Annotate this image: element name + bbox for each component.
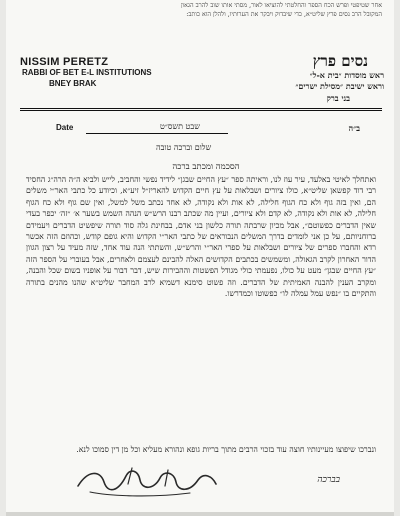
letterhead-title-hebrew: ראש מוסדות ״בית א-ל״ bbox=[309, 70, 384, 80]
introductory-note bbox=[2, 2, 382, 19]
date-line bbox=[86, 133, 228, 134]
hebrew-date: שבט תשס״ט bbox=[160, 122, 200, 131]
letterhead-city-english: BNEY BRAK bbox=[49, 79, 97, 88]
greeting: שלום וברכה טובה bbox=[156, 143, 212, 152]
letterhead-name-hebrew: נסים פרץ bbox=[312, 52, 368, 70]
letter-heading: הסכמה ומכתב ברכה bbox=[172, 162, 240, 172]
letterhead-name-english: NISSIM PERETZ bbox=[20, 56, 109, 68]
introductory-note-line-2: המקובל הרב נסים פרץ שליט״א, כדי שיבדוק ויבקר את הערותיו, ולהלן הוא כותב: bbox=[186, 10, 382, 18]
bs-header: ב״ה bbox=[348, 123, 360, 133]
scan-edge bbox=[6, 512, 394, 516]
signoff-label: בברכה bbox=[317, 475, 340, 485]
letterhead-title2-hebrew: וראש ישיבת ״מסילת ישרים״ bbox=[295, 81, 384, 91]
letterhead-title-english: RABBI OF BET E-L INSTITUTIONS bbox=[22, 68, 152, 77]
letterhead-divider-double bbox=[20, 110, 382, 111]
letterhead-city-hebrew: בני ברק bbox=[326, 93, 350, 103]
handwritten-signature bbox=[70, 462, 220, 502]
letter-closing: ונברכו שיפוצו מעיינותיו חוצה עוד בזכוי הרבים מתוך בריות גופא ונהורא מעליא וכל מן דין סמוכו לנא. bbox=[76, 445, 376, 454]
introductory-note-line-1: אחר שטיפטי ופרש הכח הספר והחלטתי להוציאו לאור, מסתי אותו שוב להרב הגאון bbox=[180, 2, 382, 9]
letter-body: ואתחלך לאיטי באלעד, עיר עוז לנו, וראיתה ספר ״עץ החיים שבגן״ לידיד נפשי והחביב, לייש ולביא ה״ה הרה״ג החסיד רבי דוד קפשאן שליט״א, כולו ציורים ושבלאות על עץ חיים הקדוש להאריז״ל זיע״א, וכיודע כל כתבי האר״י משלים הם, ואין בזה גוף ולא כח הגוף חלילה, לא אות ולא נקודה, לא אחד נכתב משל למשל, ואין שם גוף ולא כח הגוף חלילה, לא אות ולא נקודה, לא קדם ולא ציורים, ועיין מה שכתב רבנו הרש״ש הנהה השמש בשער א׳ ״זה׳ יכפר בעדי שאין הדברים כפשוטם״, אבל מכיון שרבתה תורה כלשון בני אדם, בבחינת גלה סוד תורה שיפשיט הדברים ויעמידם ברוחניותם, על כן אני לומדים בדרך המשלים הנבוראים של כתבי האר״י הקדוש והיא גופם קודש, וכהוזם הזה אכשר רדא והחברו ספרים של ציורים ושבלאות על ספרי האר״י והרש״ש, והשתתי הנה עוד אחד, שזה מעיד על רצון הגוון הדור האחרון לקרב הגאולה, ומשמשים בכתבים הקדושים האלה להבינם לעצמם ולאחרים, אבל בעוברי על הספר הזה ״עץ החיים שבגן״ מעט על כולו, נפעמתי כולי מגודל הפשטות וההבירות שיש, דבר דבור על אופניו בשום שכל והבנה, ומקרב הענין להבנה האמיתית של הדברים. וזה פשוט סימנא דשמיא לרב המחבר שליט״א שהנו מהנים בתורה והתקיים בו ״נפש עמל עמלה לו״ כפשוטו וכמדרשו. bbox=[26, 175, 376, 299]
letter-page bbox=[6, 0, 394, 516]
letterhead-divider bbox=[20, 108, 382, 109]
date-label: Date bbox=[56, 123, 74, 132]
date-row bbox=[20, 123, 382, 137]
